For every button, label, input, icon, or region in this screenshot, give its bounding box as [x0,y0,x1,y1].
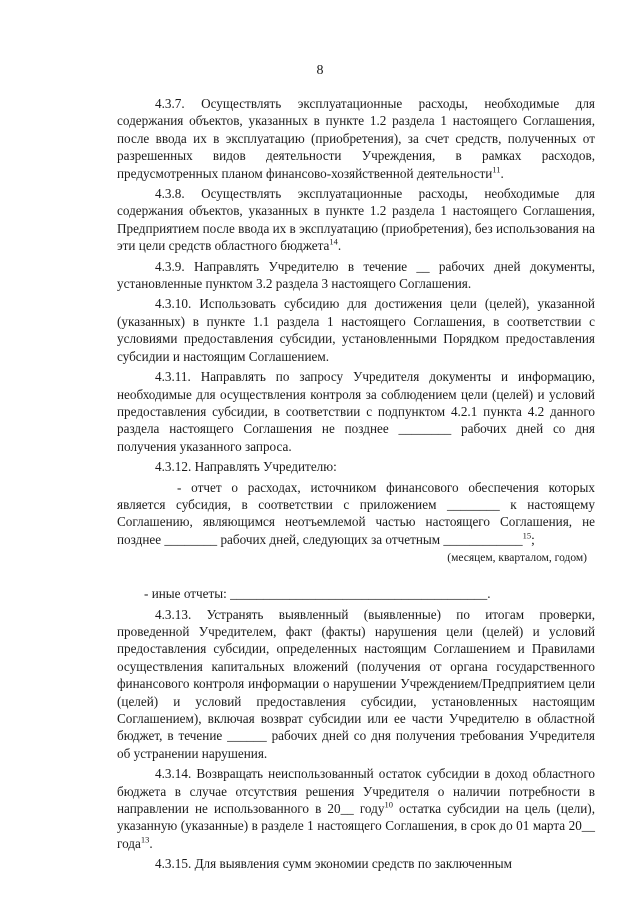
text-segment: 4.3.15. Для выявления сумм экономии средств по заключенным [155,856,512,872]
item-4-3-12-report [117,479,595,549]
item-4-3-12-other [117,585,595,602]
item-4-3-13 [117,606,595,763]
text-segment: 4.3.9. Направлять Учредителю в течение __ рабочих дней документы, установленные пунктом 3.2 раздела 3 настоящего Соглашения. [117,258,595,292]
item-4-3-15 [117,855,595,872]
text-segment: ; [531,531,535,547]
text-segment: остатка субсидии на цель (цели), указанную (указанные) в разделе 1 настоящего Соглашения, в срок до 01 марта 20__ года [117,801,595,851]
item-4-3-11 [117,368,595,455]
text-segment: 4.3.12. Направлять Учредителю: [155,459,337,475]
text-segment: (месяцем, кварталом, годом) [447,552,587,565]
item-4-3-8 [117,185,595,255]
text-segment: - отчет о расходах, источником финансового обеспечения которых является субсидия, в соответствии с приложением ________ к настоящему Соглашению, являющимся неотъемлемой частью настоящего Соглашения, не позднее ________ рабочих дней, следующих за отчетным ____________ [117,479,595,547]
page-number: 8 [316,63,324,78]
item-4-3-14 [117,765,595,852]
text-segment: . [149,835,153,851]
text-segment: 4.3.13. Устранять выявленный (выявленные) по итогам проверки, проведенной Учредителем, факт (факты) нарушения цели (целей) и условий предоставления субсидии, определенных настоящим Соглашением и Правилами осуществления капитальных вложений (получения от органа государственного финансового контроля информации о нарушении Учреждением/Предприятием цели (целей) и условий предоставления субсидии, установленных настоящим Соглашением), включая возврат субсидии или ее части Учредителю в областной бюджет, в течение ______ рабочих дней со дня получения требования Учредителя об устранении нарушения. [117,606,595,761]
footnote-ref: 10 [384,799,393,810]
text-segment: 4.3.14. Возвращать неиспользованный остаток субсидии в доход областного бюджета в случае отсутствия решения Учредителя о наличии потребности в направлении не использованного в 20__ году [117,766,595,817]
item-4-3-10 [117,295,595,365]
item-4-3-9 [117,258,595,293]
text-segment: . [337,238,342,254]
footnote-ref: 15 [522,530,532,541]
item-4-3-12 [117,458,595,475]
footnote-ref: 11 [492,164,501,175]
footnote-ref: 14 [329,236,338,247]
footnote-ref: 13 [140,834,150,845]
text-segment: . [500,165,504,181]
text-segment: 4.3.8. Осуществлять эксплуатационные расходы, необходимые для содержания объектов, указанных в пункте 1.2 раздела 1 настоящего Соглашения, Предприятием после ввода их в эксплуатацию (приобретения), без использования на эти цели средств областного бюджета [117,186,595,254]
text-segment: - иные отчеты: _______________________________________. [144,586,491,602]
item-4-3-7 [117,95,595,182]
text-segment: 4.3.11. Направлять по запросу Учредителя документы и информацию, необходимые для осуществления контроля за соблюдением цели (целей) и условий предоставления субсидии, в соответствии с подпунктом 4.2.1 пункта 4.2 данного раздела настоящего Соглашения не позднее ________ рабочих дней со дня получения указанного запроса. [117,369,595,454]
text-segment: 4.3.10. Использовать субсидию для достижения цели (целей), указанной (указанных) в пункте 1.1 раздела 1 настоящего Соглашения, в соответствии с условиями предоставления субсидии, установленными Порядком предоставления субсидии и настоящим Соглашением. [117,296,595,364]
item-4-3-12-caption [117,551,587,565]
text-segment: 4.3.7. Осуществлять эксплуатационные расходы, необходимые для содержания объектов, указанных в пункте 1.2 раздела 1 настоящего Соглашения, после ввода их в эксплуатацию (приобретения), за счет средств, полученных от разрешенных видов деятельности Учреждения, в рамках расходов, предусмотренных планом финансово-хозяйственной деятельности [117,96,595,181]
document-body [117,95,595,873]
